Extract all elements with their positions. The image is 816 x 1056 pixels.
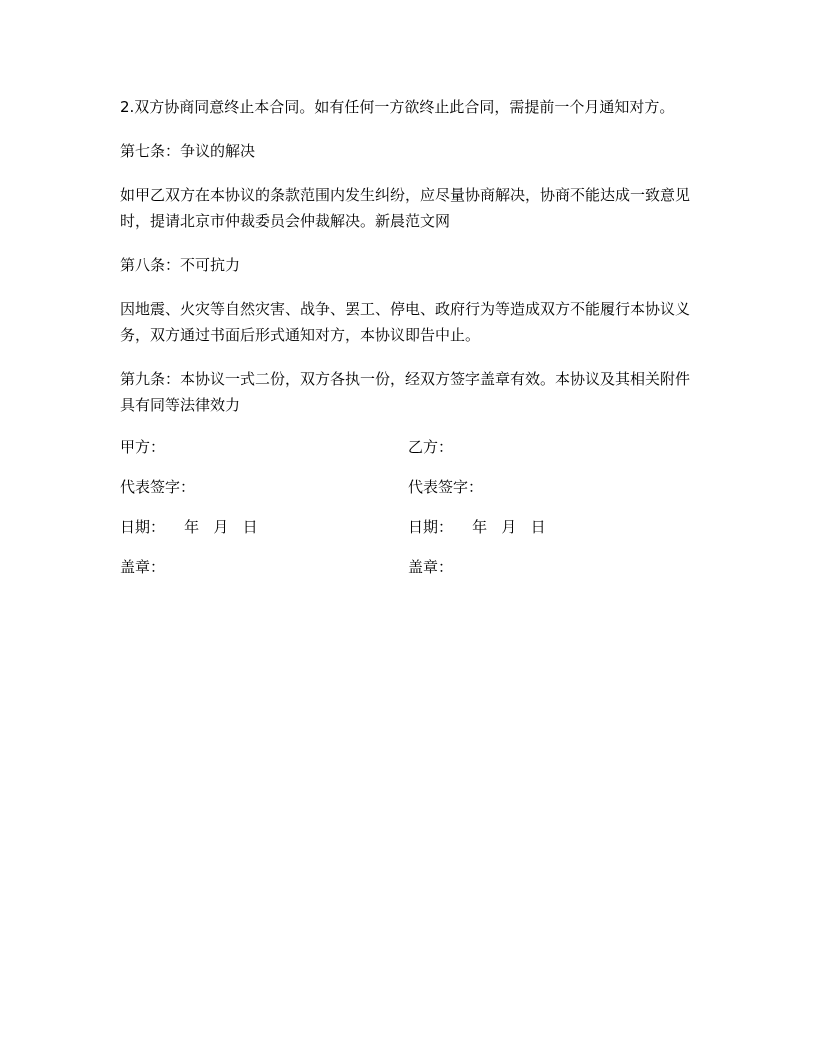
party-a-seal-label: 盖章：: [120, 558, 166, 576]
party-b-seal-label: 盖章：: [408, 558, 454, 576]
party-b-date-label: 日期： 年 月 日: [408, 518, 546, 536]
party-row: [120, 436, 700, 476]
party-b-label: 乙方：: [408, 438, 454, 456]
representative-row: [120, 476, 700, 516]
clause-8-text: 因地震、火灾等自然灾害、战争、罢工、停电、政府行为等造成双方不能履行本协议义务，双方通过书面后形式通知对方，本协议即告中止。: [120, 300, 691, 344]
seal-row: [120, 556, 700, 596]
signature-block: [120, 436, 700, 596]
party-a-label: 甲方：: [120, 438, 166, 456]
party-a-date-label: 日期： 年 月 日: [120, 518, 258, 536]
date-row: [120, 516, 700, 556]
party-a-representative-label: 代表签字：: [120, 478, 196, 496]
party-b-representative-label: 代表签字：: [408, 478, 484, 496]
clause-7-text: 如甲乙双方在本协议的条款范围内发生纠纷，应尽量协商解决，协商不能达成一致意见时，提请北京市仲裁委员会仲裁解决。新晨范文网: [120, 186, 691, 230]
document-body: [120, 94, 700, 596]
clause-9-text: 第九条：本协议一式二份，双方各执一份，经双方签字盖章有效。本协议及其相关附件具有同等法律效力: [120, 370, 691, 414]
clause-7-heading: 第七条：争议的解决: [120, 142, 256, 160]
clause-8-heading: 第八条：不可抗力: [120, 256, 241, 274]
clause-termination-text: 2.双方协商同意终止本合同。如有任何一方欲终止此合同，需提前一个月通知对方。: [120, 98, 675, 116]
